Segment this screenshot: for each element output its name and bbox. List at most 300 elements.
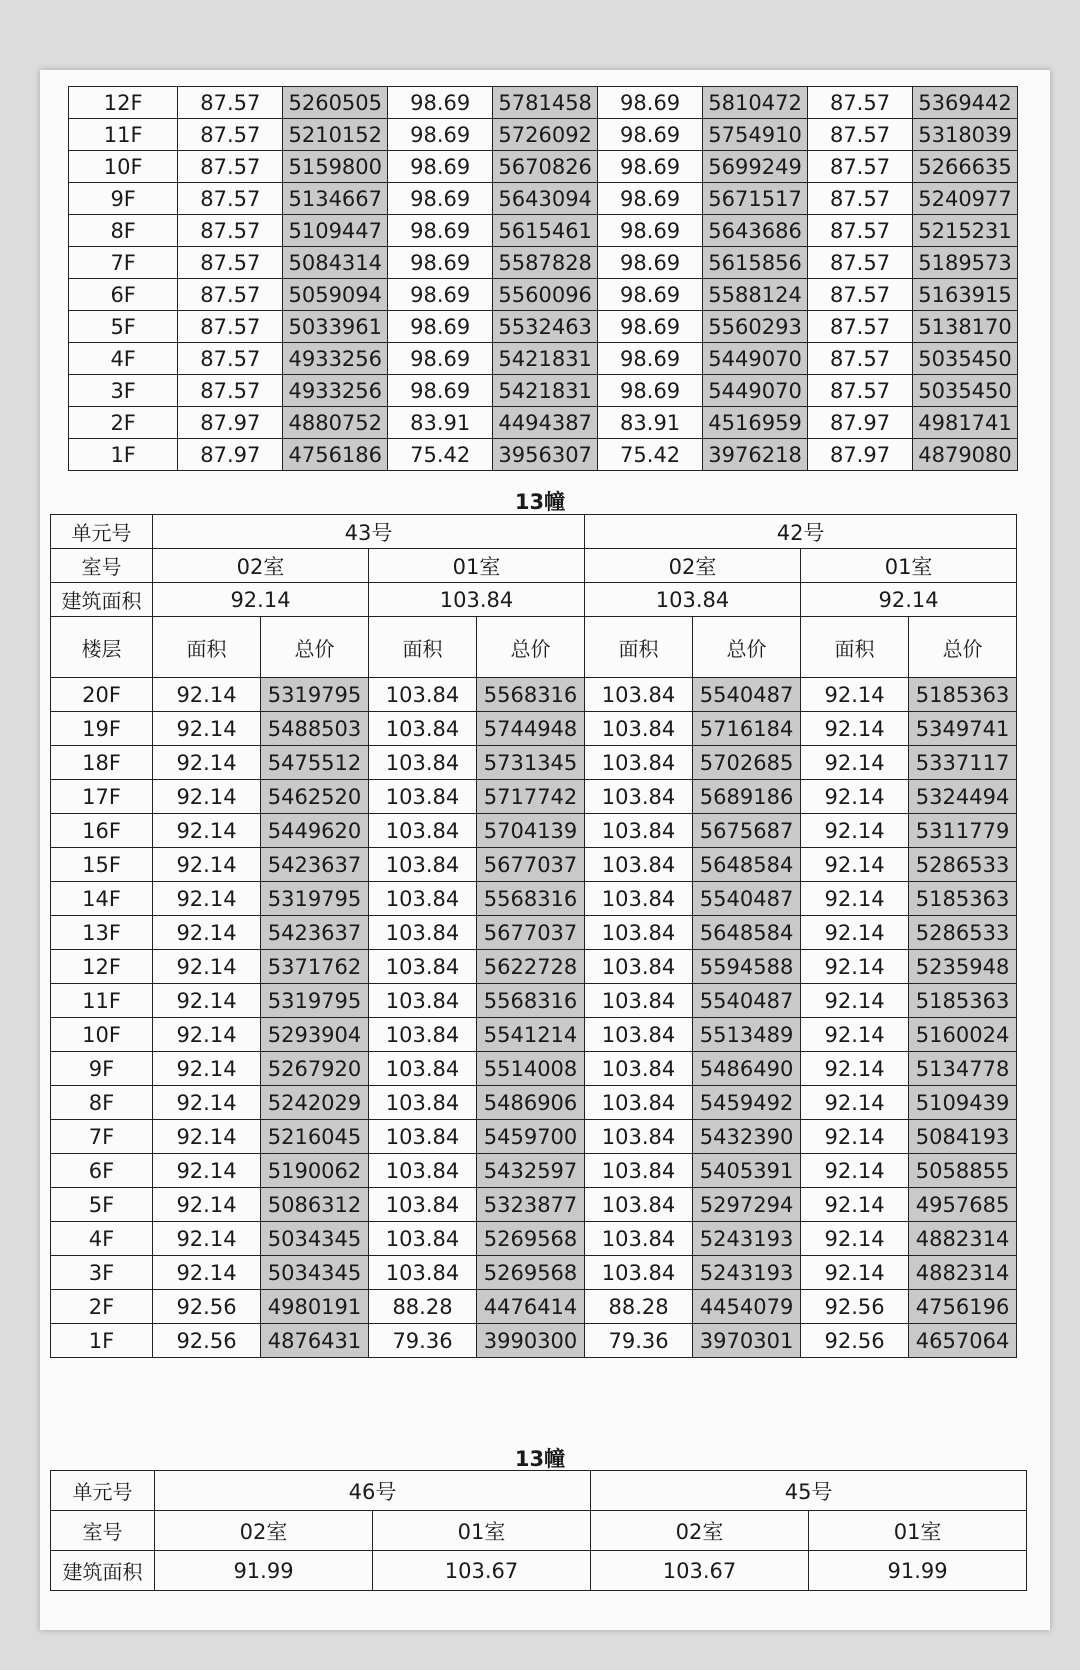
price-cell: 5560293 <box>703 311 808 343</box>
price-cell: 4882314 <box>909 1256 1017 1290</box>
price-column-header: 总价 <box>477 617 585 678</box>
floor-cell: 11F <box>51 984 153 1018</box>
price-cell: 5134778 <box>909 1052 1017 1086</box>
price-cell: 5568316 <box>477 882 585 916</box>
price-cell: 5266635 <box>913 151 1018 183</box>
room-label: 室号 <box>51 549 153 583</box>
price-cell: 5622728 <box>477 950 585 984</box>
table-row <box>69 375 1018 407</box>
area-cell: 98.69 <box>598 87 703 119</box>
price-cell: 5421831 <box>493 343 598 375</box>
area-cell: 92.14 <box>801 712 909 746</box>
table-row <box>51 1188 1017 1222</box>
area-cell: 103.84 <box>369 1120 477 1154</box>
area-cell: 103.84 <box>585 1018 693 1052</box>
area-column-header: 面积 <box>801 617 909 678</box>
price-cell: 4981741 <box>913 407 1018 439</box>
area-cell: 98.69 <box>598 311 703 343</box>
price-cell: 5034345 <box>261 1256 369 1290</box>
floor-cell: 12F <box>69 87 178 119</box>
price-cell: 5059094 <box>283 279 388 311</box>
area-cell: 92.14 <box>153 1052 261 1086</box>
price-table-top <box>68 86 1018 471</box>
table-row <box>51 746 1017 780</box>
price-cell: 5286533 <box>909 916 1017 950</box>
room-area: 103.67 <box>373 1551 591 1591</box>
price-cell: 5781458 <box>493 87 598 119</box>
area-cell: 103.84 <box>585 1222 693 1256</box>
price-column-header: 总价 <box>261 617 369 678</box>
floor-column-header: 楼层 <box>51 617 153 678</box>
area-cell: 103.84 <box>585 1188 693 1222</box>
area-cell: 98.69 <box>598 183 703 215</box>
table-row <box>51 1324 1017 1358</box>
price-cell: 5488503 <box>261 712 369 746</box>
area-cell: 92.14 <box>801 882 909 916</box>
floor-cell: 17F <box>51 780 153 814</box>
area-cell: 87.97 <box>178 407 283 439</box>
area-cell: 103.84 <box>369 1256 477 1290</box>
price-cell: 5297294 <box>693 1188 801 1222</box>
price-cell: 5035450 <box>913 375 1018 407</box>
area-cell: 92.14 <box>801 1018 909 1052</box>
price-cell: 5423637 <box>261 916 369 950</box>
area-cell: 103.84 <box>369 1222 477 1256</box>
price-cell: 5269568 <box>477 1256 585 1290</box>
price-cell: 3970301 <box>693 1324 801 1358</box>
price-cell: 5486906 <box>477 1086 585 1120</box>
price-column-header: 总价 <box>909 617 1017 678</box>
price-cell: 5432390 <box>693 1120 801 1154</box>
floor-cell: 4F <box>69 343 178 375</box>
price-cell: 5432597 <box>477 1154 585 1188</box>
room-number: 01室 <box>373 1511 591 1551</box>
area-cell: 98.69 <box>598 343 703 375</box>
price-cell: 5671517 <box>703 183 808 215</box>
area-cell: 92.14 <box>801 1086 909 1120</box>
area-cell: 103.84 <box>585 712 693 746</box>
area-cell: 92.14 <box>153 1120 261 1154</box>
price-cell: 5371762 <box>261 950 369 984</box>
price-cell: 5311779 <box>909 814 1017 848</box>
area-cell: 87.57 <box>808 215 913 247</box>
price-cell: 5269568 <box>477 1222 585 1256</box>
area-cell: 103.84 <box>369 848 477 882</box>
price-cell: 5267920 <box>261 1052 369 1086</box>
table-row <box>69 215 1018 247</box>
floor-cell: 8F <box>69 215 178 247</box>
room-number: 02室 <box>591 1511 809 1551</box>
floor-cell: 9F <box>51 1052 153 1086</box>
area-cell: 87.57 <box>808 343 913 375</box>
price-cell: 5210152 <box>283 119 388 151</box>
area-cell: 87.57 <box>808 311 913 343</box>
price-cell: 5726092 <box>493 119 598 151</box>
area-cell: 92.14 <box>801 746 909 780</box>
price-cell: 5319795 <box>261 678 369 712</box>
floor-cell: 9F <box>69 183 178 215</box>
area-cell: 92.14 <box>801 1222 909 1256</box>
floor-cell: 15F <box>51 848 153 882</box>
area-cell: 103.84 <box>585 1086 693 1120</box>
area-cell: 92.14 <box>153 1154 261 1188</box>
area-cell: 98.69 <box>388 247 493 279</box>
area-cell: 103.84 <box>369 712 477 746</box>
price-cell: 5084193 <box>909 1120 1017 1154</box>
area-cell: 98.69 <box>388 343 493 375</box>
area-label: 建筑面积 <box>51 583 153 617</box>
table-row <box>51 1154 1017 1188</box>
area-cell: 92.14 <box>801 780 909 814</box>
area-cell: 92.56 <box>801 1290 909 1324</box>
area-cell: 92.56 <box>153 1324 261 1358</box>
floor-cell: 1F <box>69 439 178 471</box>
price-column-header: 总价 <box>693 617 801 678</box>
price-cell: 5240977 <box>913 183 1018 215</box>
price-table-units-43-42 <box>50 514 1017 1358</box>
area-cell: 92.14 <box>153 1086 261 1120</box>
price-cell: 5189573 <box>913 247 1018 279</box>
price-cell: 4494387 <box>493 407 598 439</box>
area-cell: 98.69 <box>388 375 493 407</box>
price-cell: 5405391 <box>693 1154 801 1188</box>
area-cell: 87.57 <box>808 119 913 151</box>
area-cell: 92.14 <box>153 678 261 712</box>
price-cell: 5677037 <box>477 848 585 882</box>
price-cell: 5243193 <box>693 1222 801 1256</box>
area-cell: 92.14 <box>153 916 261 950</box>
building-heading: 13幢 <box>514 1447 566 1471</box>
price-cell: 5058855 <box>909 1154 1017 1188</box>
price-cell: 5423637 <box>261 848 369 882</box>
price-cell: 5449620 <box>261 814 369 848</box>
table-row <box>51 1256 1017 1290</box>
price-cell: 5159800 <box>283 151 388 183</box>
area-cell: 92.14 <box>153 712 261 746</box>
area-cell: 87.57 <box>808 151 913 183</box>
area-cell: 83.91 <box>388 407 493 439</box>
price-cell: 5540487 <box>693 984 801 1018</box>
price-cell: 5324494 <box>909 780 1017 814</box>
area-cell: 103.84 <box>585 780 693 814</box>
unit-number: 45号 <box>591 1471 1027 1511</box>
room-area: 103.84 <box>585 583 801 617</box>
room-area: 103.67 <box>591 1551 809 1591</box>
floor-cell: 2F <box>51 1290 153 1324</box>
room-area: 91.99 <box>155 1551 373 1591</box>
table-row <box>69 343 1018 375</box>
area-cell: 98.69 <box>598 151 703 183</box>
price-cell: 5215231 <box>913 215 1018 247</box>
floor-cell: 10F <box>51 1018 153 1052</box>
area-cell: 79.36 <box>585 1324 693 1358</box>
area-cell: 87.57 <box>808 375 913 407</box>
area-cell: 92.14 <box>801 678 909 712</box>
price-cell: 5754910 <box>703 119 808 151</box>
table-row <box>51 882 1017 916</box>
area-cell: 92.14 <box>801 916 909 950</box>
price-cell: 5615461 <box>493 215 598 247</box>
price-cell: 5242029 <box>261 1086 369 1120</box>
table-row <box>51 950 1017 984</box>
price-cell: 5643094 <box>493 183 598 215</box>
area-cell: 103.84 <box>369 746 477 780</box>
price-cell: 5514008 <box>477 1052 585 1086</box>
table-row <box>51 678 1017 712</box>
floor-cell: 3F <box>51 1256 153 1290</box>
table-row <box>69 87 1018 119</box>
area-cell: 98.69 <box>388 311 493 343</box>
price-cell: 5260505 <box>283 87 388 119</box>
area-cell: 92.14 <box>153 984 261 1018</box>
table-row <box>51 984 1017 1018</box>
table-row <box>69 407 1018 439</box>
price-cell: 5086312 <box>261 1188 369 1222</box>
table-row <box>69 279 1018 311</box>
area-cell: 98.69 <box>598 119 703 151</box>
area-cell: 103.84 <box>585 1154 693 1188</box>
room-number: 01室 <box>369 549 585 583</box>
price-cell: 5421831 <box>493 375 598 407</box>
area-cell: 92.56 <box>801 1324 909 1358</box>
area-cell: 103.84 <box>369 916 477 950</box>
table-row <box>51 1018 1017 1052</box>
price-cell: 5449070 <box>703 375 808 407</box>
area-cell: 87.97 <box>178 439 283 471</box>
price-cell: 3990300 <box>477 1324 585 1358</box>
price-cell: 5670826 <box>493 151 598 183</box>
table-row <box>51 848 1017 882</box>
price-cell: 5319795 <box>261 984 369 1018</box>
room-number: 02室 <box>155 1511 373 1551</box>
price-cell: 5449070 <box>703 343 808 375</box>
area-cell: 103.84 <box>369 1018 477 1052</box>
price-cell: 5594588 <box>693 950 801 984</box>
price-cell: 5675687 <box>693 814 801 848</box>
price-cell: 4980191 <box>261 1290 369 1324</box>
area-cell: 87.57 <box>178 119 283 151</box>
floor-cell: 8F <box>51 1086 153 1120</box>
price-cell: 5138170 <box>913 311 1018 343</box>
price-cell: 5034345 <box>261 1222 369 1256</box>
area-cell: 103.84 <box>585 1256 693 1290</box>
price-cell: 5319795 <box>261 882 369 916</box>
price-cell: 5323877 <box>477 1188 585 1222</box>
price-cell: 4957685 <box>909 1188 1017 1222</box>
unit-number: 43号 <box>153 515 585 549</box>
unit-label: 单元号 <box>51 1471 155 1511</box>
price-cell: 4879080 <box>913 439 1018 471</box>
area-cell: 103.84 <box>369 950 477 984</box>
floor-cell: 3F <box>69 375 178 407</box>
area-cell: 103.84 <box>369 1052 477 1086</box>
area-cell: 87.57 <box>178 343 283 375</box>
area-cell: 98.69 <box>598 375 703 407</box>
price-cell: 5216045 <box>261 1120 369 1154</box>
table-row <box>69 247 1018 279</box>
floor-cell: 5F <box>69 311 178 343</box>
price-cell: 5541214 <box>477 1018 585 1052</box>
price-cell: 5717742 <box>477 780 585 814</box>
price-cell: 5185363 <box>909 984 1017 1018</box>
table-row <box>51 916 1017 950</box>
price-cell: 5349741 <box>909 712 1017 746</box>
unit-number: 42号 <box>585 515 1017 549</box>
area-cell: 92.14 <box>801 1052 909 1086</box>
area-cell: 92.14 <box>153 950 261 984</box>
price-cell: 5462520 <box>261 780 369 814</box>
area-cell: 103.84 <box>585 1120 693 1154</box>
price-cell: 5185363 <box>909 882 1017 916</box>
price-cell: 5615856 <box>703 247 808 279</box>
area-cell: 103.84 <box>369 1086 477 1120</box>
table-row <box>69 119 1018 151</box>
price-cell: 5704139 <box>477 814 585 848</box>
area-cell: 98.69 <box>388 183 493 215</box>
area-cell: 92.14 <box>153 780 261 814</box>
area-cell: 92.14 <box>801 984 909 1018</box>
area-cell: 103.84 <box>369 814 477 848</box>
building-heading: 13幢 <box>514 490 566 514</box>
area-column-header: 面积 <box>585 617 693 678</box>
price-cell: 4454079 <box>693 1290 801 1324</box>
price-cell: 5702685 <box>693 746 801 780</box>
area-cell: 87.57 <box>178 151 283 183</box>
area-cell: 92.14 <box>801 1154 909 1188</box>
price-cell: 5160024 <box>909 1018 1017 1052</box>
price-cell: 5084314 <box>283 247 388 279</box>
price-cell: 5134667 <box>283 183 388 215</box>
price-cell: 5540487 <box>693 882 801 916</box>
price-cell: 5568316 <box>477 984 585 1018</box>
price-cell: 5588124 <box>703 279 808 311</box>
price-cell: 5648584 <box>693 916 801 950</box>
area-cell: 103.84 <box>585 746 693 780</box>
table-row <box>51 814 1017 848</box>
area-cell: 103.84 <box>585 814 693 848</box>
area-cell: 98.69 <box>598 215 703 247</box>
price-cell: 5163915 <box>913 279 1018 311</box>
area-cell: 103.84 <box>369 780 477 814</box>
price-cell: 5293904 <box>261 1018 369 1052</box>
price-cell: 5318039 <box>913 119 1018 151</box>
floor-cell: 4F <box>51 1222 153 1256</box>
area-cell: 103.84 <box>585 984 693 1018</box>
area-column-header: 面积 <box>153 617 261 678</box>
floor-cell: 19F <box>51 712 153 746</box>
room-area: 91.99 <box>809 1551 1027 1591</box>
floor-cell: 10F <box>69 151 178 183</box>
table-row <box>51 1290 1017 1324</box>
area-cell: 98.69 <box>388 279 493 311</box>
table-row <box>51 780 1017 814</box>
area-cell: 87.57 <box>178 215 283 247</box>
floor-cell: 18F <box>51 746 153 780</box>
area-cell: 103.84 <box>369 1154 477 1188</box>
floor-cell: 6F <box>51 1154 153 1188</box>
area-cell: 87.97 <box>808 407 913 439</box>
area-cell: 98.69 <box>598 247 703 279</box>
unit-number: 46号 <box>155 1471 591 1511</box>
area-cell: 92.14 <box>153 814 261 848</box>
area-cell: 92.14 <box>801 848 909 882</box>
price-cell: 5486490 <box>693 1052 801 1086</box>
price-table-units-46-45 <box>50 1470 1027 1591</box>
area-cell: 75.42 <box>598 439 703 471</box>
floor-cell: 7F <box>69 247 178 279</box>
room-area: 103.84 <box>369 583 585 617</box>
area-cell: 92.14 <box>153 746 261 780</box>
area-cell: 98.69 <box>388 119 493 151</box>
area-cell: 87.57 <box>178 183 283 215</box>
price-cell: 3956307 <box>493 439 598 471</box>
price-cell: 5587828 <box>493 247 598 279</box>
room-label: 室号 <box>51 1511 155 1551</box>
price-cell: 4876431 <box>261 1324 369 1358</box>
floor-cell: 7F <box>51 1120 153 1154</box>
area-cell: 92.14 <box>153 1018 261 1052</box>
price-cell: 4882314 <box>909 1222 1017 1256</box>
area-cell: 87.57 <box>808 247 913 279</box>
floor-cell: 6F <box>69 279 178 311</box>
area-cell: 103.84 <box>369 984 477 1018</box>
unit-label: 单元号 <box>51 515 153 549</box>
price-cell: 3976218 <box>703 439 808 471</box>
room-area: 92.14 <box>801 583 1017 617</box>
area-cell: 92.14 <box>153 1222 261 1256</box>
area-cell: 92.14 <box>801 950 909 984</box>
price-cell: 4933256 <box>283 375 388 407</box>
area-cell: 98.69 <box>388 151 493 183</box>
area-cell: 103.84 <box>585 1052 693 1086</box>
price-cell: 5369442 <box>913 87 1018 119</box>
area-cell: 88.28 <box>585 1290 693 1324</box>
area-cell: 87.57 <box>178 375 283 407</box>
price-cell: 4933256 <box>283 343 388 375</box>
floor-cell: 2F <box>69 407 178 439</box>
table-row <box>69 311 1018 343</box>
area-cell: 92.14 <box>153 882 261 916</box>
area-cell: 92.14 <box>801 1188 909 1222</box>
price-cell: 5532463 <box>493 311 598 343</box>
price-cell: 5243193 <box>693 1256 801 1290</box>
area-cell: 103.84 <box>585 916 693 950</box>
area-cell: 103.84 <box>369 1188 477 1222</box>
price-cell: 5109447 <box>283 215 388 247</box>
area-cell: 88.28 <box>369 1290 477 1324</box>
price-sheet <box>40 70 1050 1630</box>
area-cell: 87.57 <box>178 247 283 279</box>
table-row <box>51 712 1017 746</box>
floor-cell: 1F <box>51 1324 153 1358</box>
table-row <box>51 1120 1017 1154</box>
table-row <box>51 1222 1017 1256</box>
price-cell: 4476414 <box>477 1290 585 1324</box>
area-cell: 92.14 <box>801 1120 909 1154</box>
price-cell: 5540487 <box>693 678 801 712</box>
price-cell: 4880752 <box>283 407 388 439</box>
table-row <box>51 1052 1017 1086</box>
price-cell: 5033961 <box>283 311 388 343</box>
area-cell: 87.57 <box>808 87 913 119</box>
area-cell: 103.84 <box>369 882 477 916</box>
floor-cell: 14F <box>51 882 153 916</box>
price-cell: 5337117 <box>909 746 1017 780</box>
room-number: 01室 <box>801 549 1017 583</box>
price-cell: 5560096 <box>493 279 598 311</box>
price-cell: 5699249 <box>703 151 808 183</box>
area-cell: 98.69 <box>388 87 493 119</box>
